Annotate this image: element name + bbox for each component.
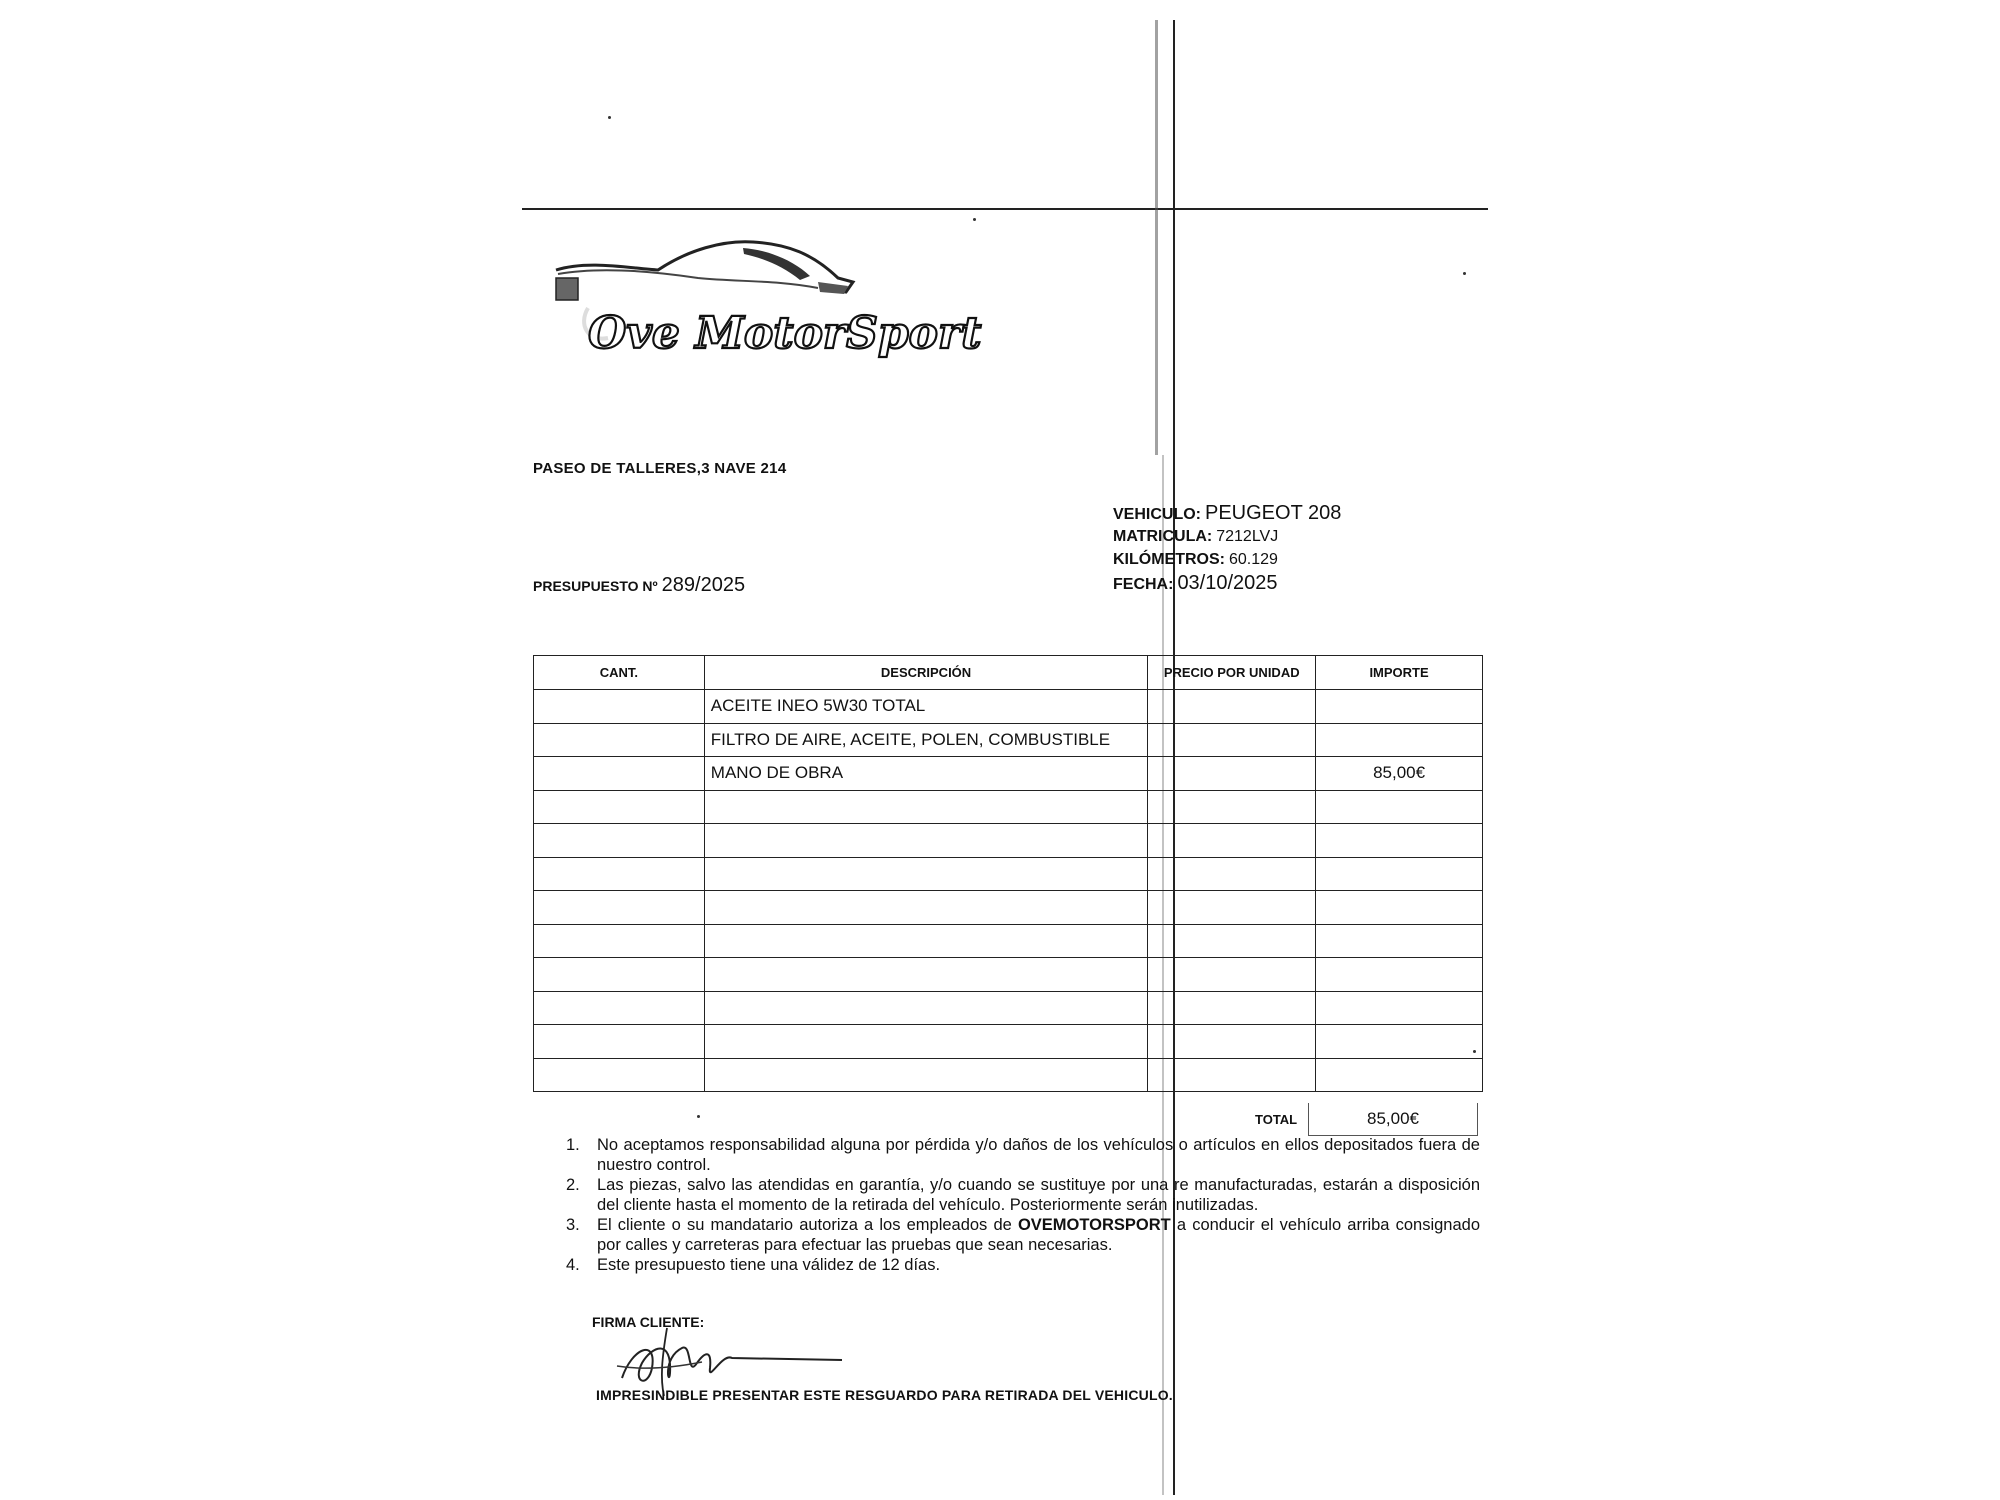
cell-desc: FILTRO DE AIRE, ACEITE, POLEN, COMBUSTIBLE [704,723,1148,757]
cell-precio [1148,958,1316,992]
top-rule [522,208,1488,210]
cell-importe [1316,857,1483,891]
cell-precio [1148,991,1316,1025]
cell-desc [704,924,1148,958]
cell-precio [1148,857,1316,891]
table-row [534,690,1483,724]
term-number: 4. [566,1256,580,1274]
budget-number: 289/2025 [661,574,746,596]
cell-importe [1316,790,1483,824]
vehicle-label: VEHICULO: [1113,506,1201,523]
scan-speck [608,116,611,119]
signature-label: FIRMA CLIENTE: [592,1314,705,1330]
cell-precio [1148,891,1316,925]
logo-text: Ove MotorSport [588,308,982,359]
term-text: Las piezas, salvo las atendidas en garantía, y/o cuando se sustituye por una re manufacturadas, estarán a disposición del cliente hasta el momento de la retirada del vehículo. Posteriormente serán inutilizadas. [597,1176,1480,1214]
customer-signature [612,1318,852,1398]
table-row [534,991,1483,1025]
cell-desc [704,891,1148,925]
cell-precio [1148,790,1316,824]
table-row [534,757,1483,791]
cell-desc [704,857,1148,891]
cell-precio [1148,723,1316,757]
table-row [534,891,1483,925]
table-row [534,924,1483,958]
cell-precio [1148,1058,1316,1092]
table-row [534,958,1483,992]
cell-cant [534,991,705,1025]
cell-importe: 85,00€ [1316,757,1483,791]
cell-desc [704,958,1148,992]
cell-precio [1148,824,1316,858]
cell-cant [534,690,705,724]
cell-precio [1148,1025,1316,1059]
footer-note: IMPRESINDIBLE PRESENTAR ESTE RESGUARDO PARA RETIRADA DEL VEHICULO. [596,1387,1173,1403]
vehicle-value: PEUGEOT 208 [1205,502,1342,524]
cell-importe [1316,1025,1483,1059]
company-logo [548,230,982,380]
term-number: 1. [566,1136,580,1154]
term-number: 2. [566,1176,580,1194]
cell-cant [534,1058,705,1092]
cell-cant [534,1025,705,1059]
term-text: No aceptamos responsabilidad alguna por pérdida y/o daños de los vehículos o artículos en ellos depositados fuera de nuestro control. [597,1136,1480,1174]
total-label: TOTAL [1255,1112,1298,1127]
cell-importe [1316,924,1483,958]
cell-cant [534,924,705,958]
cell-importe [1316,991,1483,1025]
budget-number-line [533,574,745,597]
term-item [560,1175,1480,1215]
cell-importe [1316,690,1483,724]
cell-cant [534,857,705,891]
km-value: 60.129 [1229,551,1278,568]
term-text-before: El cliente o su mandatario autoriza a los empleados de [597,1216,1018,1234]
cell-desc [704,1025,1148,1059]
cell-precio [1148,924,1316,958]
header-descripcion: DESCRIPCIÓN [704,656,1148,690]
cell-importe [1316,824,1483,858]
cell-desc: ACEITE INEO 5W30 TOTAL [704,690,1148,724]
cell-desc [704,1058,1148,1092]
plate-label: MATRICULA: [1113,528,1213,545]
cell-importe [1316,891,1483,925]
cell-importe [1316,958,1483,992]
term-number: 3. [566,1216,580,1234]
cell-cant [534,790,705,824]
vehicle-line [1113,502,1341,525]
plate-value: 7212LVJ [1216,528,1279,545]
table-row [534,824,1483,858]
table-row [534,857,1483,891]
term-text: Este presupuesto tiene una válidez de 12 días. [597,1256,941,1274]
date-label: FECHA: [1113,576,1174,593]
term-item [560,1255,1480,1275]
date-line [1113,572,1278,595]
cell-cant [534,757,705,791]
table-row [534,790,1483,824]
cell-desc [704,991,1148,1025]
header-precio: PRECIO POR UNIDAD [1148,656,1316,690]
term-item [560,1215,1480,1255]
company-address: PASEO DE TALLERES,3 NAVE 214 [533,460,787,477]
plate-line [1113,528,1278,546]
budget-label: PRESUPUESTO Nº [533,578,658,594]
terms-list [560,1135,1480,1275]
scan-speck [697,1115,700,1118]
cell-precio [1148,757,1316,791]
date-value: 03/10/2025 [1177,572,1278,594]
scan-artifact-line [1155,20,1158,455]
scan-speck [1463,272,1466,275]
km-line [1113,551,1278,569]
term-item [560,1135,1480,1175]
cell-desc: MANO DE OBRA [704,757,1148,791]
term-company-name: OVEMOTORSPORT [1017,1216,1171,1234]
cell-importe [1316,1058,1483,1092]
header-cant: CANT. [534,656,705,690]
header-importe: IMPORTE [1316,656,1483,690]
cell-desc [704,790,1148,824]
term-text-after: a conducir el vehículo arriba consignado por calles y carreteras para efectuar las pruebas que sean necesarias. [597,1216,1481,1254]
cell-desc [704,824,1148,858]
cell-cant [534,824,705,858]
cell-cant [534,723,705,757]
cell-precio [1148,690,1316,724]
table-row [534,1058,1483,1092]
total-value: 85,00€ [1308,1103,1478,1136]
cell-cant [534,891,705,925]
cell-importe [1316,723,1483,757]
table-row [534,723,1483,757]
table-row [534,1025,1483,1059]
items-table [533,655,1483,1092]
cell-cant [534,958,705,992]
scan-speck [973,218,976,221]
table-header-row [534,656,1483,690]
km-label: KILÓMETROS: [1113,551,1225,568]
